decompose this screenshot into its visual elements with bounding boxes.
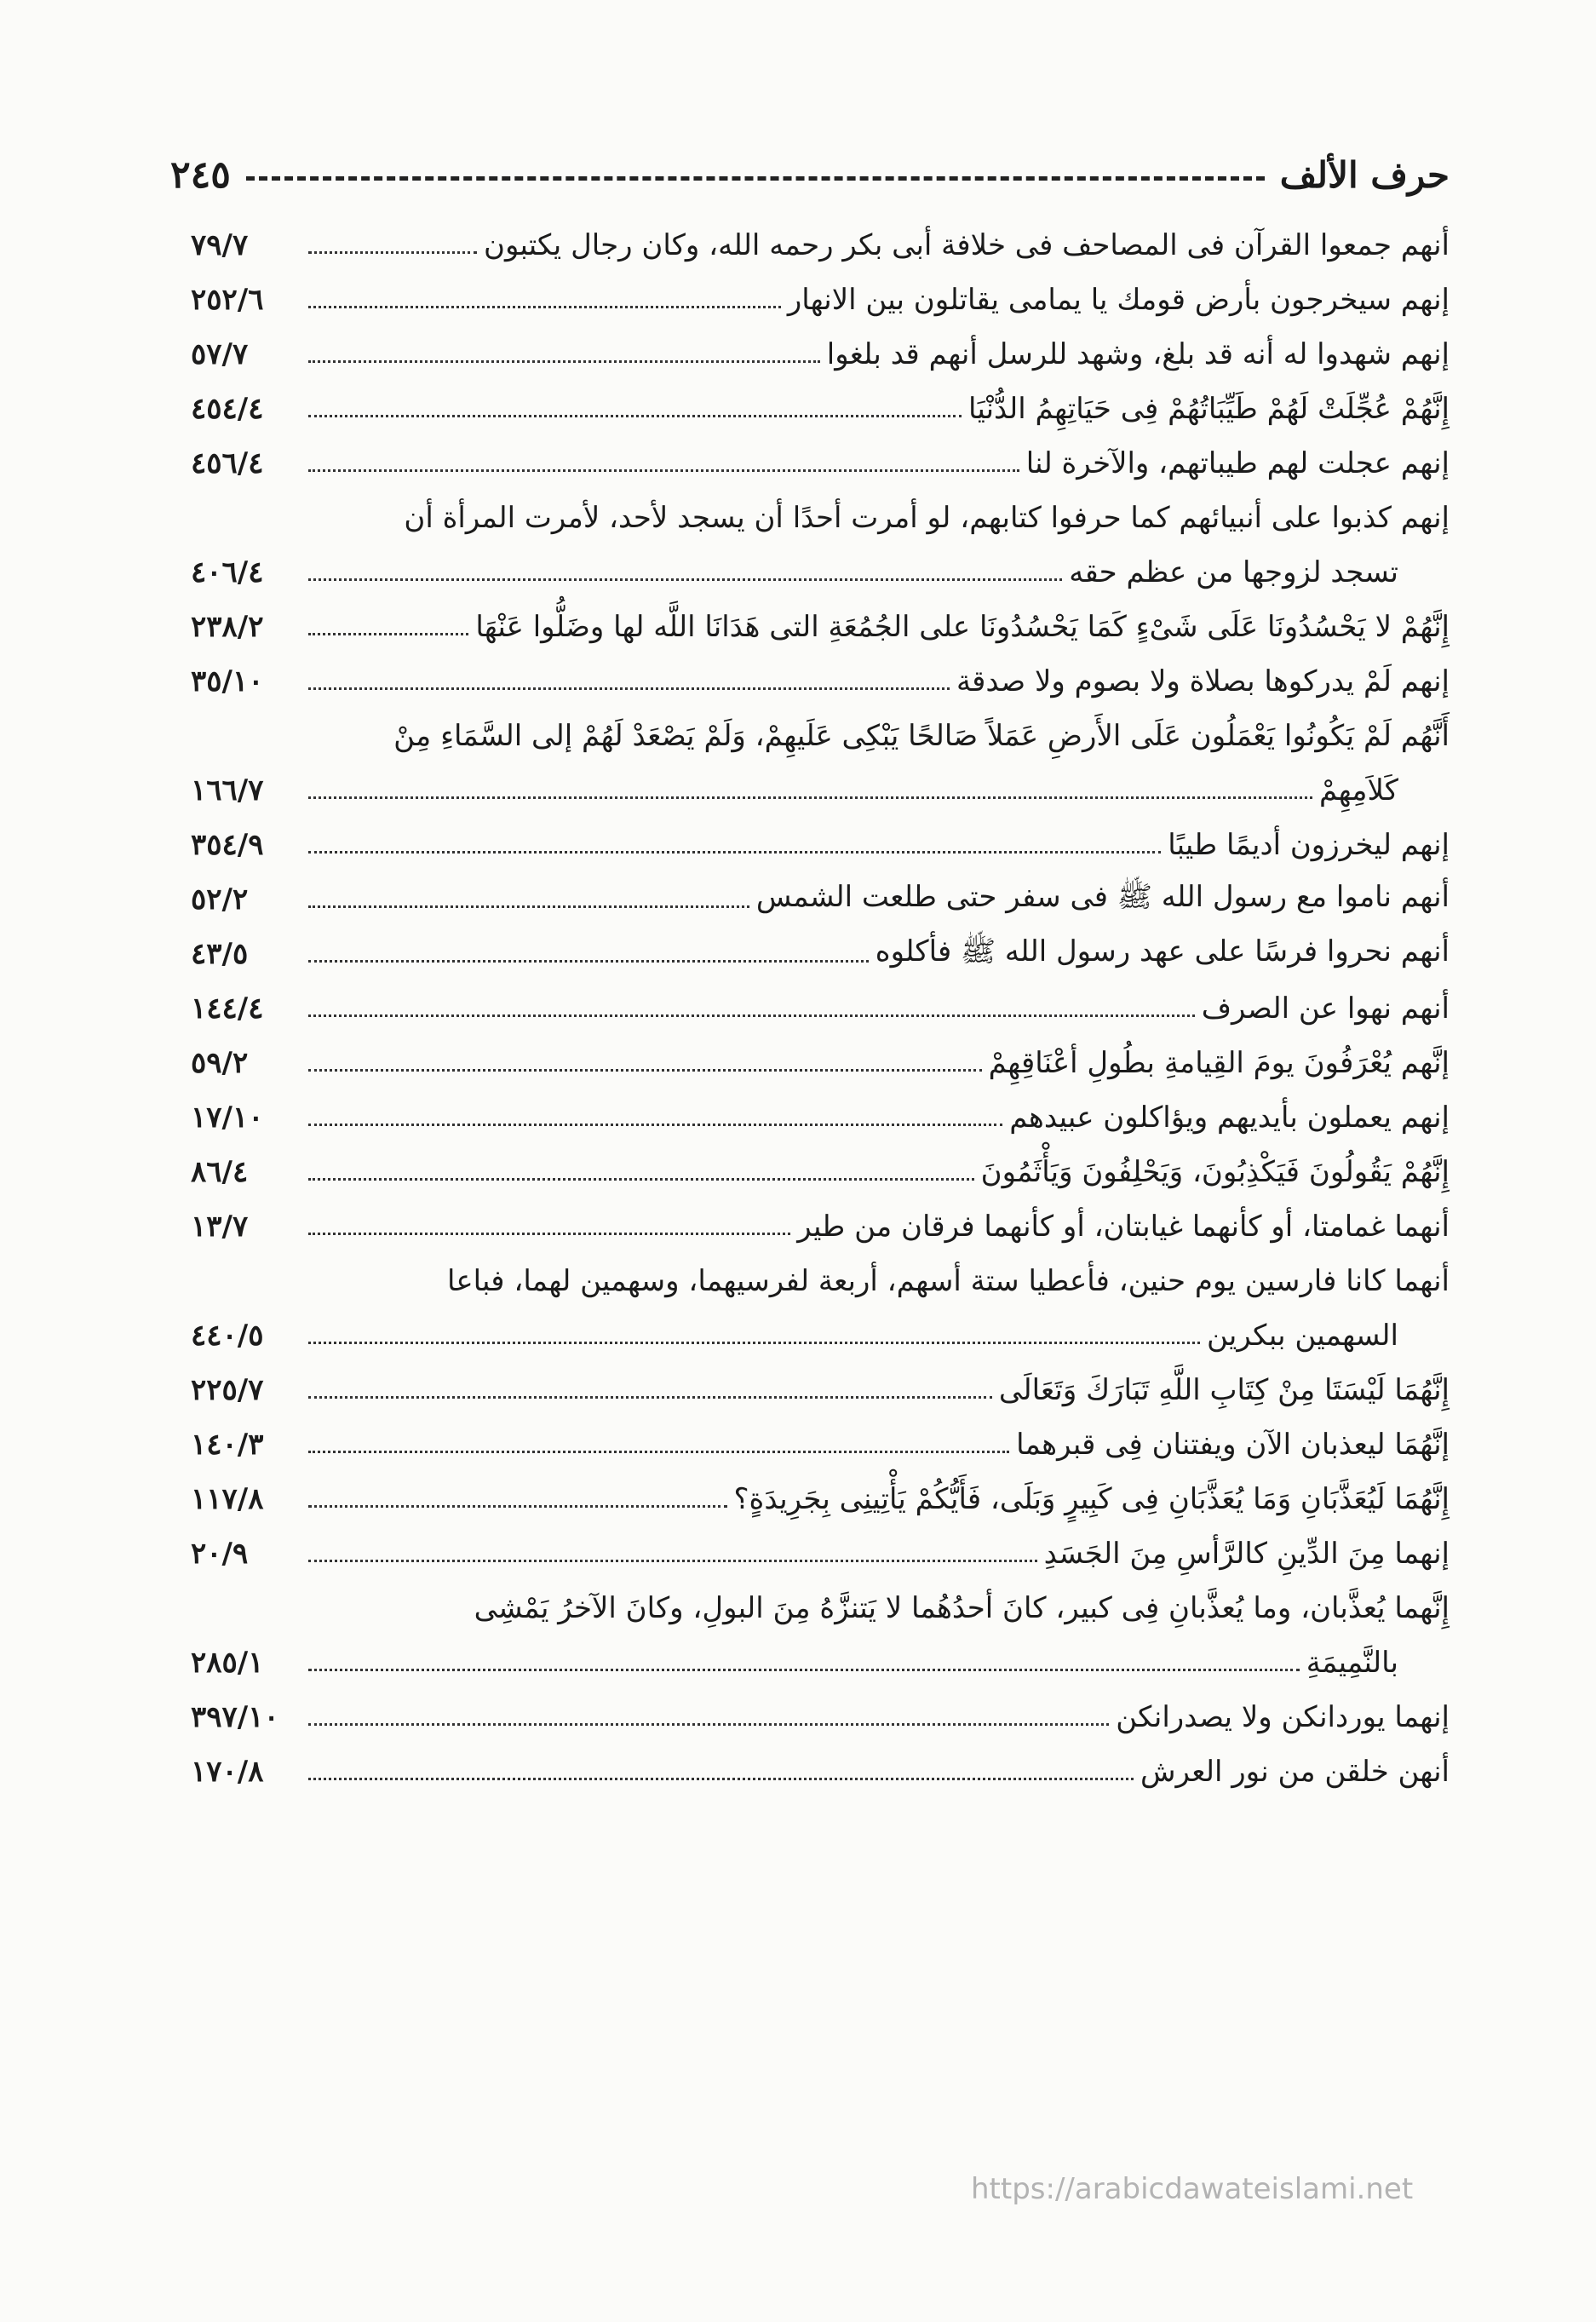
chapter-title: حرف الألف (1279, 153, 1450, 196)
dot-leader (308, 960, 869, 963)
entry-text: إِنَّهُمَا لَيْسَتَا مِنْ كِتَابِ اللَّهِ تَبَارَكَ وَتَعَالَى (998, 1373, 1450, 1407)
entry-reference: ٢٠/٩ (191, 1537, 249, 1571)
index-entry-line (191, 1635, 1450, 1690)
entry-reference: ٧٩/٧ (191, 228, 249, 262)
dot-leader (308, 1669, 1300, 1671)
index-entry-line (191, 1472, 1450, 1526)
index-entry-line (191, 981, 1450, 1036)
entry-reference: ٥٧/٧ (191, 337, 249, 371)
entry-text: كَلاَمِهِمْ (1319, 773, 1398, 808)
entry-reference: ١١٧/٨ (191, 1482, 264, 1516)
entry-reference: ١٣/٧ (191, 1210, 249, 1244)
dot-leader (308, 360, 820, 363)
entry-text: أَنَّهُم لَمْ يَكُونُوا يَعْمَلُون عَلَى الأَرضِ عَمَلاً صَالحًا يَبْكِى عَلَيهِمْ، وَلَمْ يَصْعَدْ لَهُمْ إلى السَّمَاءِ مِنْ (393, 719, 1450, 753)
entry-text: أنهن خلقن من نور العرش (1140, 1755, 1450, 1789)
entry-reference: ٢٢٥/٧ (191, 1373, 264, 1407)
index-entry-line (191, 1581, 1450, 1635)
index-entry-line (191, 763, 1450, 818)
entry-text: إنهم يعملون بأيديهم ويؤاكلون عبيدهم (1009, 1101, 1450, 1135)
entry-text: إِنَّهُمَا لَيُعَذَّبَانِ وَمَا يُعَذَّبَانِ فِى كَبِيرٍ وَبَلَى، فَأَيُّكُمْ يَأْتِينِى بِجَرِيدَةٍ؟ (733, 1482, 1450, 1516)
dot-leader (308, 796, 1312, 799)
entry-reference: ١٤٠/٣ (191, 1428, 264, 1462)
index-entry-line (191, 1690, 1450, 1744)
index-entry-line (191, 709, 1450, 763)
dot-leader (308, 687, 950, 690)
index-entry-line (191, 327, 1450, 382)
index-entry-line (191, 927, 1450, 981)
entry-reference: ٤٤٠/٥ (191, 1319, 264, 1353)
watermark-url: https://arabicdawateislami.net (971, 2172, 1414, 2206)
index-entry-line (191, 1090, 1450, 1145)
entry-text: إنهما مِنَ الدِّينِ كالرَّأسِ مِنَ الجَسَدِ (1043, 1537, 1450, 1571)
entry-reference: ٢٣٨/٢ (191, 610, 264, 644)
index-entries (191, 218, 1450, 1799)
entry-text: تسجد لزوجها من عظم حقه (1069, 555, 1398, 589)
entry-reference: ٤٠٦/٤ (191, 555, 264, 589)
page-header (170, 145, 1450, 204)
entry-text: السهمين ببكرين (1206, 1319, 1398, 1353)
dot-leader (308, 1505, 727, 1508)
index-entry-line (191, 600, 1450, 654)
dot-leader (308, 469, 1019, 472)
entry-reference: ٤٥٦/٤ (191, 446, 264, 480)
index-entry-line (191, 1744, 1450, 1799)
entry-text: إنهما يوردانكن ولا يصدرانكن (1116, 1700, 1450, 1734)
entry-text: أنهما غمامتا، أو كأنهما غيابتان، أو كأنهما فرقان من طير (797, 1210, 1450, 1244)
dot-leader (308, 1560, 1037, 1562)
entry-reference: ٥٢/٢ (191, 882, 249, 917)
dot-leader (308, 905, 749, 908)
index-entry-line (191, 1526, 1450, 1581)
dot-leader (308, 1451, 1009, 1453)
dot-leader (308, 415, 962, 417)
dot-leader (308, 1069, 982, 1072)
entry-reference: ١٧/١٠ (191, 1101, 264, 1135)
index-entry-line (191, 273, 1450, 327)
index-entry-line (191, 872, 1450, 927)
entry-text: إنهم شهدوا له أنه قد بلغ، وشهد للرسل أنهم قد بلغوا (826, 337, 1450, 371)
entry-text: إنَّهم يُعْرَفُونَ يومَ القِيامةِ بطُولِ أعْنَاقِهِمْ (988, 1046, 1450, 1080)
dot-leader (308, 306, 781, 308)
dot-leader (308, 1778, 1134, 1780)
entry-text: إِنَّهما يُعذَّبان، وما يُعذَّبانِ فِى كبير، كانَ أحدُهُما لا يَتنزَّهُ مِنَ البولِ، وكانَ الآخرُ يَمْشِى (474, 1591, 1450, 1625)
entry-reference: ٣٥٤/٩ (191, 828, 264, 862)
entry-text: بالنَّمِيمَةِ (1306, 1646, 1398, 1680)
entry-reference: ٢٥٢/٦ (191, 283, 264, 317)
dot-leader (308, 1124, 1002, 1126)
dot-leader (308, 578, 1062, 581)
entry-reference: ٨٦/٤ (191, 1155, 249, 1189)
index-entry-line (191, 545, 1450, 600)
entry-reference: ٤٥٤/٤ (191, 392, 264, 426)
entry-reference: ٣٩٧/١٠ (191, 1700, 279, 1734)
index-entry-line (191, 382, 1450, 436)
index-entry-line (191, 818, 1450, 872)
index-entry-line (191, 1254, 1450, 1308)
entry-text: إنهم لَمْ يدركوها بصلاة ولا بصوم ولا صدقة (956, 664, 1450, 698)
dot-leader (308, 1723, 1109, 1726)
index-entry-line (191, 654, 1450, 709)
entry-text: أنهما كانا فارسين يوم حنين، فأعطيا ستة أسهم، أربعة لفرسيهما، وسهمين لهما، فباعا (447, 1264, 1450, 1298)
entry-text: إِنَّهُمْ يَقُولُونَ فَيَكْذِبُونَ، وَيَحْلِفُونَ وَيَأْثَمُونَ (980, 1155, 1450, 1189)
entry-reference: ٣٥/١٠ (191, 664, 264, 698)
entry-reference: ١٧٠/٨ (191, 1755, 264, 1789)
entry-text: إنهم ليخرزون أديمًا طيبًا (1168, 828, 1450, 862)
index-entry-line (191, 218, 1450, 273)
dot-leader (308, 1396, 992, 1399)
entry-reference: ٥٩/٢ (191, 1046, 249, 1080)
entry-reference: ٤٣/٥ (191, 937, 249, 971)
dot-leader (308, 1233, 790, 1235)
header-divider (246, 176, 1265, 181)
index-entry-line (191, 1036, 1450, 1090)
entry-text: أنهم نحروا فرسًا على عهد رسول الله ﷺ فأكلوه (875, 934, 1450, 968)
page-number: ٢٤٥ (170, 152, 231, 197)
index-entry-line (191, 1199, 1450, 1254)
dot-leader (308, 633, 468, 635)
dot-leader (308, 1342, 1200, 1344)
entry-text: إنَّهُمَا ليعذبان الآن ويفتنان فِى قبرهما (1016, 1428, 1450, 1462)
dot-leader (308, 251, 477, 254)
dot-leader (308, 1014, 1195, 1017)
entry-reference: ١٤٤/٤ (191, 991, 264, 1026)
entry-text: إنهم سيخرجون بأرض قومك يا يمامى يقاتلون بين الانهار (787, 283, 1450, 317)
index-entry-line (191, 1308, 1450, 1363)
entry-text: إِنَّهُمْ لا يَحْسُدُونَا عَلَى شَىْءٍ كَمَا يَحْسُدُونَا على الجُمُعَةِ التى هَدَانَا اللَّه لها وضَلُّوا عَنْهَا (475, 610, 1450, 644)
dot-leader (308, 851, 1161, 854)
index-entry-line (191, 436, 1450, 491)
index-entry-line (191, 491, 1450, 545)
entry-text: إنهم كذبوا على أنبيائهم كما حرفوا كتابهم، لو أمرت أحدًا أن يسجد لأحد، لأمرت المرأة أن (404, 501, 1450, 535)
entry-text: أنهم ناموا مع رسول الله ﷺ فى سفر حتى طلعت الشمس (755, 879, 1450, 914)
entry-text: إِنَّهُمْ عُجِّلَتْ لَهُمْ طَيِّبَاتُهُمْ فِى حَيَاتِهِمُ الدُّنْيَا (967, 392, 1450, 426)
entry-reference: ١٦٦/٧ (191, 773, 264, 808)
entry-reference: ٢٨٥/١ (191, 1646, 264, 1680)
entry-text: أنهم نهوا عن الصرف (1201, 991, 1450, 1026)
index-entry-line (191, 1363, 1450, 1417)
entry-text: أنهم جمعوا القرآن فى المصاحف فى خلافة أبى بكر رحمه الله، وكان رجال يكتبون (483, 228, 1450, 262)
index-entry-line (191, 1145, 1450, 1199)
index-entry-line (191, 1417, 1450, 1472)
dot-leader (308, 1178, 974, 1181)
entry-text: إنهم عجلت لهم طيباتهم، والآخرة لنا (1025, 446, 1450, 480)
